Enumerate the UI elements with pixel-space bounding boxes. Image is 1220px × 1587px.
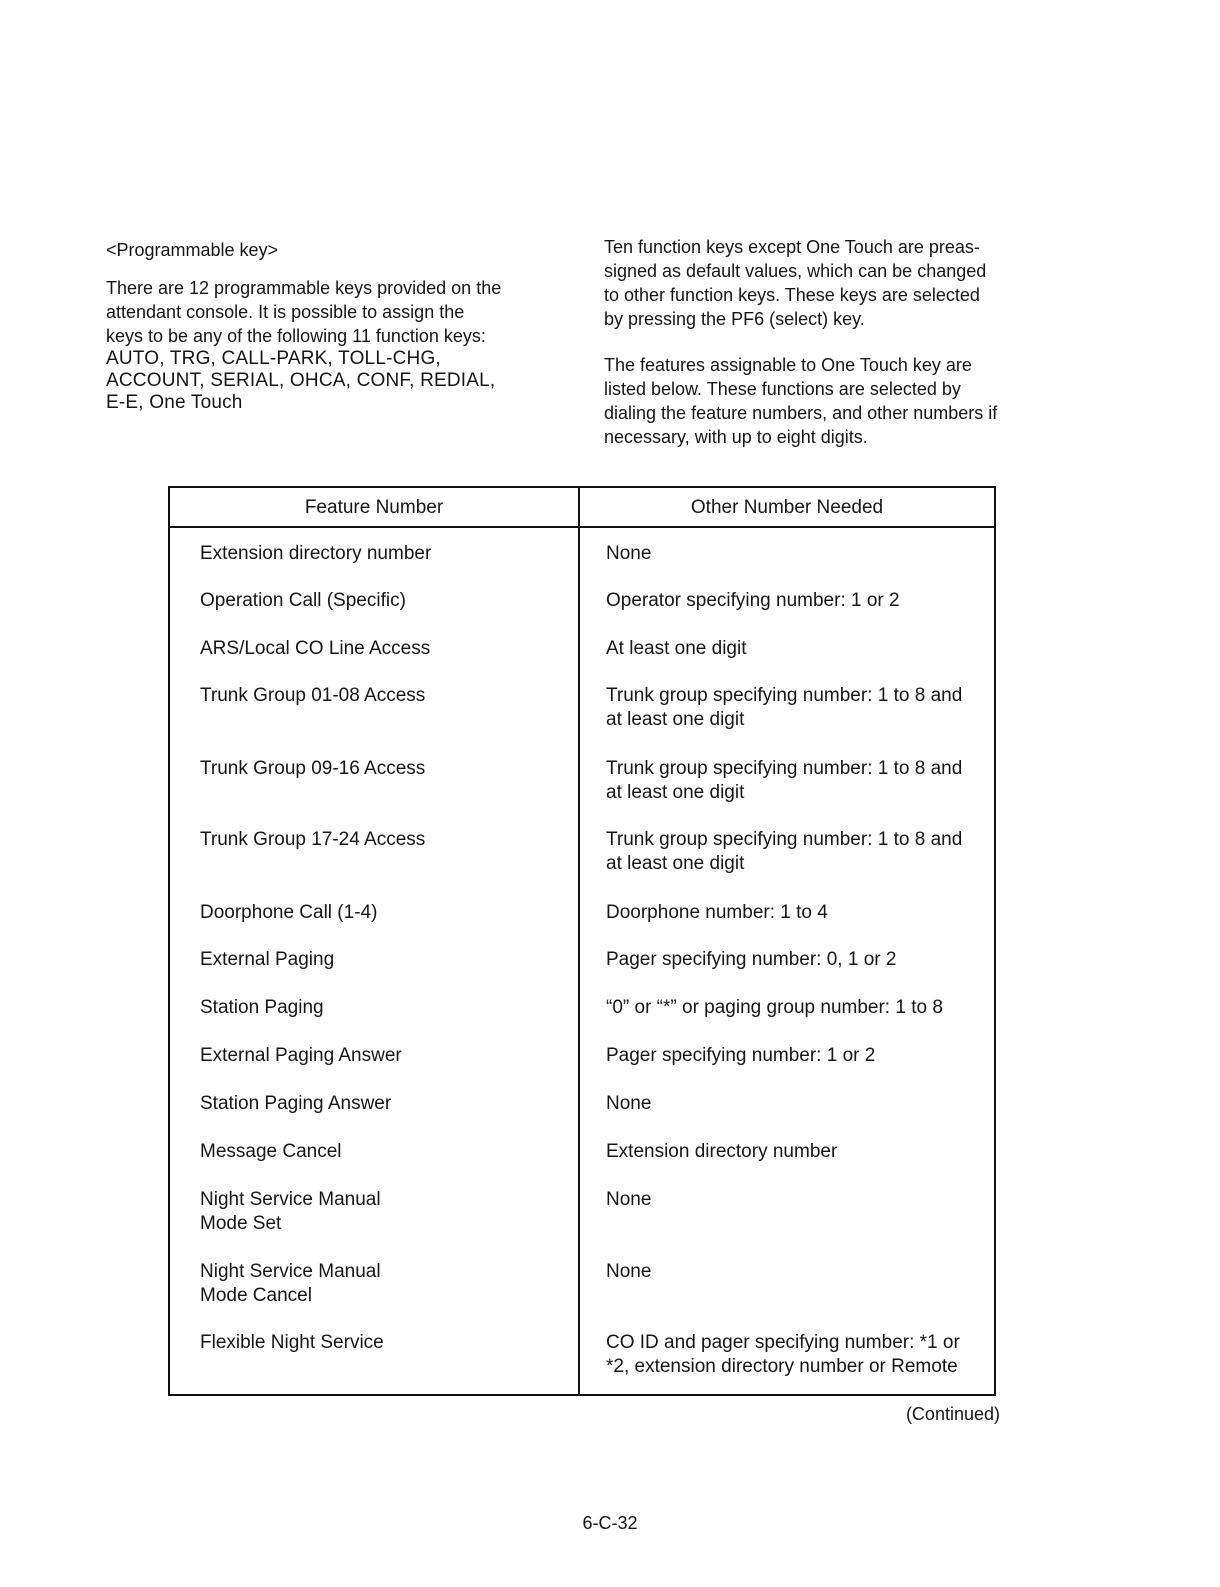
other-number-cell [606,996,992,1020]
feature-cell [200,1140,570,1164]
cell-text: ARS/Local CO Line Access [200,638,431,659]
column-divider [578,488,580,1394]
one-touch-paragraph [604,353,1054,449]
function-key-list [106,348,556,414]
feature-cell [200,996,570,1020]
feature-table [168,486,996,1396]
other-number-cell [606,901,992,925]
preassign-paragraph [604,235,1054,331]
cell-text: Trunk Group 09-16 Access [200,758,426,779]
text-line: necessary, with up to eight digits. [604,427,868,447]
text-line: to other function keys. These keys are selected [604,285,980,305]
feature-cell [200,1331,570,1355]
other-number-cell [606,589,992,613]
column-header-other-number: Other Number Needed [690,497,884,518]
feature-cell [200,1188,570,1236]
text-line: Ten function keys except One Touch are preas- [604,237,980,257]
feature-cell [200,684,570,708]
cell-text: Extension directory number [606,1141,838,1162]
cell-text: Station Paging [200,997,324,1018]
text-line: AUTO, TRG, CALL-PARK, TOLL-CHG, [106,348,441,369]
other-number-cell [606,684,992,732]
cell-text: Extension directory number [200,543,432,564]
other-number-cell [606,757,992,805]
text-line: ACCOUNT, SERIAL, OHCA, CONF, REDIAL, [106,370,496,391]
feature-cell [200,828,570,852]
cell-text: Trunk group specifying number: 1 to 8 and [606,758,963,779]
feature-cell [200,542,570,566]
intro-paragraph [106,276,556,348]
cell-text: None [606,1189,652,1210]
right-text-column [604,235,1054,449]
feature-cell [200,589,570,613]
cell-text: Pager specifying number: 1 or 2 [606,1045,876,1066]
cell-text: Trunk Group 01-08 Access [200,685,426,706]
cell-text: Doorphone number: 1 to 4 [606,902,828,923]
cell-text: Trunk Group 17-24 Access [200,829,426,850]
cell-text: At least one digit [606,638,747,659]
section-heading: <Programmable key> [106,240,279,260]
cell-text: Night Service Manual [200,1261,381,1282]
text-line: E-E, One Touch [106,392,243,413]
cell-text: None [606,1093,652,1114]
text-line: There are 12 programmable keys provided on the [106,278,502,298]
column-header-feature-number: Feature Number [304,497,444,518]
other-number-cell [606,1260,992,1284]
text-line: by pressing the PF6 (select) key. [604,309,865,329]
continued-label: (Continued) [905,1404,1000,1424]
other-number-cell [606,1140,992,1164]
cell-text: None [606,543,652,564]
other-number-cell [606,1092,992,1116]
cell-text: CO ID and pager specifying number: *1 or [606,1332,960,1353]
text-line: keys to be any of the following 11 function keys: [106,326,486,346]
cell-text: Operator specifying number: 1 or 2 [606,590,900,611]
cell-text: Mode Cancel [200,1285,312,1306]
cell-text: Trunk group specifying number: 1 to 8 and [606,685,963,706]
feature-cell [200,1044,570,1068]
cell-text: Mode Set [200,1213,282,1234]
feature-cell [200,948,570,972]
text-line: dialing the feature numbers, and other numbers if [604,403,998,423]
cell-text: Trunk group specifying number: 1 to 8 and [606,829,963,850]
other-number-cell [606,542,992,566]
cell-text: at least one digit [606,853,745,874]
text-line: attendant console. It is possible to assign the [106,302,465,322]
header-rule [170,526,994,528]
text-line: signed as default values, which can be changed [604,261,987,281]
cell-text: None [606,1261,652,1282]
other-number-cell [606,1044,992,1068]
cell-text: Doorphone Call (1-4) [200,902,378,923]
feature-cell [200,901,570,925]
cell-text: Pager specifying number: 0, 1 or 2 [606,949,897,970]
cell-text: *2, extension directory number or Remote [606,1356,958,1377]
cell-text: External Paging Answer [200,1045,402,1066]
other-number-cell [606,1188,992,1212]
other-number-cell [606,1331,992,1379]
left-text-column [106,238,556,414]
text-line: The features assignable to One Touch key are [604,355,972,375]
other-number-cell [606,948,992,972]
text-line: listed below. These functions are selected by [604,379,961,399]
cell-text: Operation Call (Specific) [200,590,406,611]
feature-cell [200,1092,570,1116]
page-number: 6-C-32 [582,1513,638,1533]
cell-text: at least one digit [606,782,745,803]
cell-text: External Paging [200,949,335,970]
cell-text: Night Service Manual [200,1189,381,1210]
cell-text: Station Paging Answer [200,1093,392,1114]
cell-text: Message Cancel [200,1141,342,1162]
cell-text: at least one digit [606,709,745,730]
cell-text: Flexible Night Service [200,1332,384,1353]
other-number-cell [606,828,992,876]
feature-cell [200,637,570,661]
cell-text: “0” or “*” or paging group number: 1 to 8 [606,997,943,1018]
other-number-cell [606,637,992,661]
feature-cell [200,757,570,781]
feature-cell [200,1260,570,1308]
